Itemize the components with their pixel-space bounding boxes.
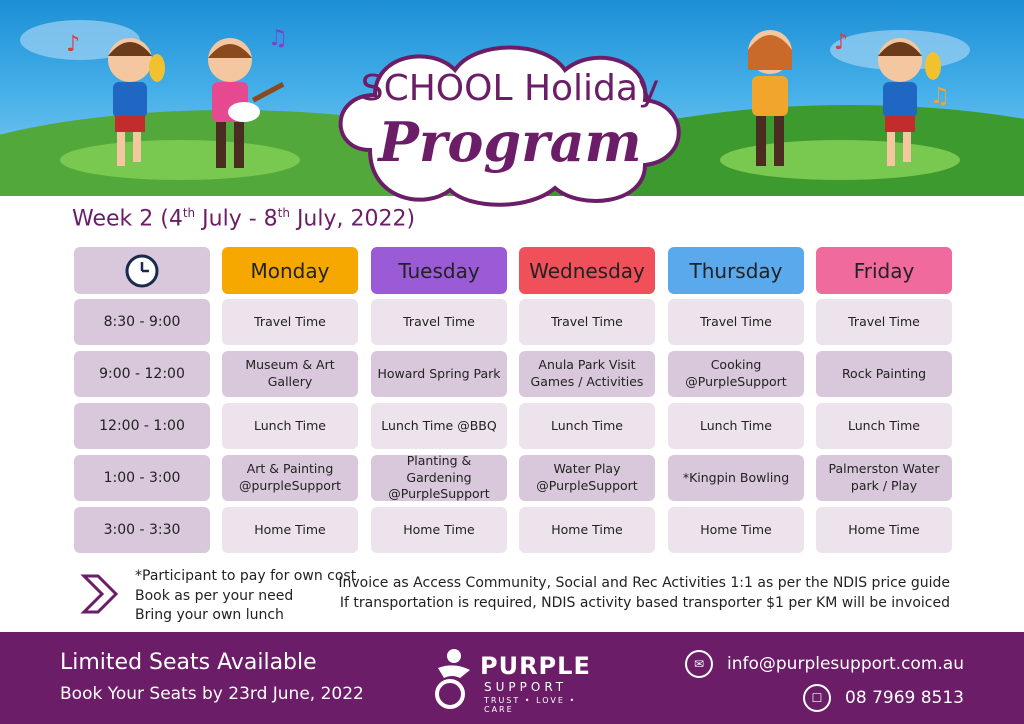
wheelchair-person-icon	[430, 648, 476, 710]
note-lunch: Bring your own lunch	[135, 607, 284, 624]
activity-cell: Art & Painting @purpleSupport	[222, 455, 358, 501]
activity-cell: Lunch Time	[816, 403, 952, 449]
purple-support-logo	[430, 642, 610, 716]
music-note-icon: ♪	[66, 32, 81, 57]
phone-icon: ☐	[803, 684, 831, 712]
music-note-icon: ♪	[834, 30, 849, 55]
time-slot: 8:30 - 9:00	[74, 299, 210, 345]
time-slot: 9:00 - 12:00	[74, 351, 210, 397]
activity-cell: Home Time	[816, 507, 952, 553]
day-header-2: Wednesday	[519, 247, 655, 294]
limited-seats-text: Limited Seats Available	[60, 650, 317, 675]
activity-cell: Rock Painting	[816, 351, 952, 397]
activity-cell: Anula Park Visit Games / Activities	[519, 351, 655, 397]
transport-line: If transportation is required, NDIS activity based transporter $1 per KM will be invoiced	[339, 595, 950, 612]
activity-cell: Planting & Gardening @PurpleSupport	[371, 455, 507, 501]
title-school-holiday: SCHOOL Holiday	[360, 68, 660, 109]
note-book: Book as per your need	[135, 587, 294, 604]
clock-icon	[124, 253, 160, 289]
kid-singer-illustration	[730, 20, 810, 180]
day-header-1: Tuesday	[371, 247, 507, 294]
day-header-0: Monday	[222, 247, 358, 294]
week-label: Week 2 (4th July - 8th July, 2022)	[72, 206, 416, 232]
activity-cell: Home Time	[222, 507, 358, 553]
brand-sub: SUPPORT	[484, 680, 568, 694]
brand-name: PURPLE	[480, 652, 591, 680]
music-note-icon: ♫	[268, 26, 288, 51]
day-header-3: Thursday	[668, 247, 804, 294]
activity-cell: Lunch Time @BBQ	[371, 403, 507, 449]
title-cloud	[330, 40, 690, 200]
invoice-line: Invoice as Access Community, Social and Rec Activities 1:1 as per the NDIS price guide	[338, 575, 950, 591]
activity-cell: Travel Time	[668, 299, 804, 345]
footer-banner	[0, 632, 1024, 724]
email-contact[interactable]: ✉ info@purplesupport.com.au	[685, 650, 964, 678]
activity-cell: Palmerston Water park / Play	[816, 455, 952, 501]
book-by-text: Book Your Seats by 23rd June, 2022	[60, 684, 364, 704]
activity-cell: Home Time	[371, 507, 507, 553]
activity-cell: Lunch Time	[222, 403, 358, 449]
activity-cell: Travel Time	[519, 299, 655, 345]
invoice-block	[338, 573, 950, 614]
kid-illustration	[95, 28, 175, 178]
activity-cell: Lunch Time	[668, 403, 804, 449]
activity-cell: Home Time	[668, 507, 804, 553]
email-icon: ✉	[685, 650, 713, 678]
activity-cell: *Kingpin Bowling	[668, 455, 804, 501]
activity-cell: Museum & Art Gallery	[222, 351, 358, 397]
activity-cell: Travel Time	[816, 299, 952, 345]
time-slot: 1:00 - 3:00	[74, 455, 210, 501]
music-note-icon: ♫	[930, 84, 950, 109]
note-cost: *Participant to pay for own cost	[135, 568, 357, 584]
day-header-4: Friday	[816, 247, 952, 294]
title-program: Program	[378, 110, 642, 174]
activity-cell: Cooking @PurpleSupport	[668, 351, 804, 397]
activity-cell: Travel Time	[371, 299, 507, 345]
notes-block	[135, 567, 356, 626]
activity-cell: Home Time	[519, 507, 655, 553]
activity-cell: Travel Time	[222, 299, 358, 345]
phone-contact[interactable]: ☐ 08 7969 8513	[803, 684, 964, 712]
activity-cell: Lunch Time	[519, 403, 655, 449]
time-slot: 3:00 - 3:30	[74, 507, 210, 553]
activity-cell: Howard Spring Park	[371, 351, 507, 397]
activity-cell: Water Play @PurpleSupport	[519, 455, 655, 501]
chevron-right-icon	[78, 572, 122, 616]
time-header	[74, 247, 210, 294]
brand-tagline: TRUST • LOVE • CARE	[484, 696, 577, 714]
time-slot: 12:00 - 1:00	[74, 403, 210, 449]
